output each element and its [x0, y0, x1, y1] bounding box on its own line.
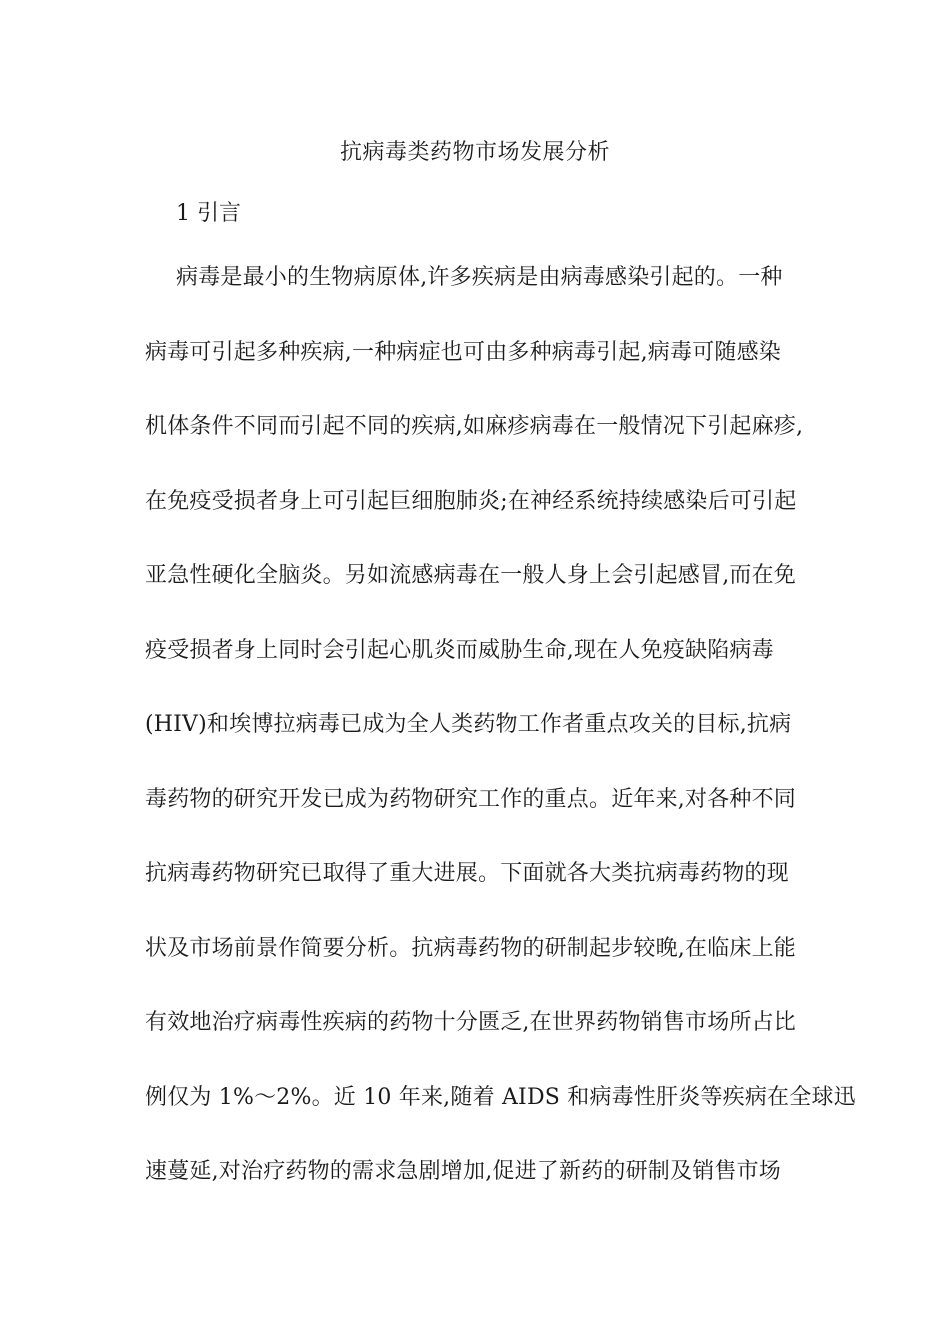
paragraph-line: 病毒可引起多种疾病,一种病症也可由多种病毒引起,病毒可随感染: [145, 340, 781, 365]
paragraph-line: (HIV)和埃博拉病毒已成为全人类药物工作者重点攻关的目标,抗病: [145, 712, 792, 737]
paragraph-line: 速蔓延,对治疗药物的需求急剧增加,促进了新药的研制及销售市场: [145, 1159, 781, 1184]
paragraph-line: 抗病毒药物研究已取得了重大进展。下面就各大类抗病毒药物的现: [145, 861, 789, 886]
paragraph-line: 疫受损者身上同时会引起心肌炎而威胁生命,现在人免疫缺陷病毒: [145, 638, 774, 663]
paragraph-line: 状及市场前景作简要分析。抗病毒药物的研制起步较晚,在临床上能: [145, 936, 796, 961]
paragraph-line: 有效地治疗病毒性疾病的药物十分匮乏,在世界药物销售市场所占比: [145, 1010, 796, 1035]
paragraph-line: 病毒是最小的生物病原体,许多疾病是由病毒感染引起的。一种: [176, 265, 783, 290]
paragraph-line: 在免疫受损者身上可引起巨细胞肺炎;在神经系统持续感染后可引起: [145, 489, 797, 514]
paragraph-line: 机体条件不同而引起不同的疾病,如麻疹病毒在一般情况下引起麻疹,: [145, 414, 804, 439]
section-heading: 1 引言: [176, 201, 241, 226]
paragraph-line: 毒药物的研究开发已成为药物研究工作的重点。近年来,对各种不同: [145, 787, 796, 812]
paragraph-line: 亚急性硬化全脑炎。另如流感病毒在一般人身上会引起感冒,而在免: [145, 563, 796, 588]
document-title: 抗病毒类药物市场发展分析: [339, 140, 610, 165]
paragraph-line: 例仅为 1%～2%。近 10 年来,随着 AIDS 和病毒性肝炎等疾病在全球迅: [145, 1085, 856, 1110]
